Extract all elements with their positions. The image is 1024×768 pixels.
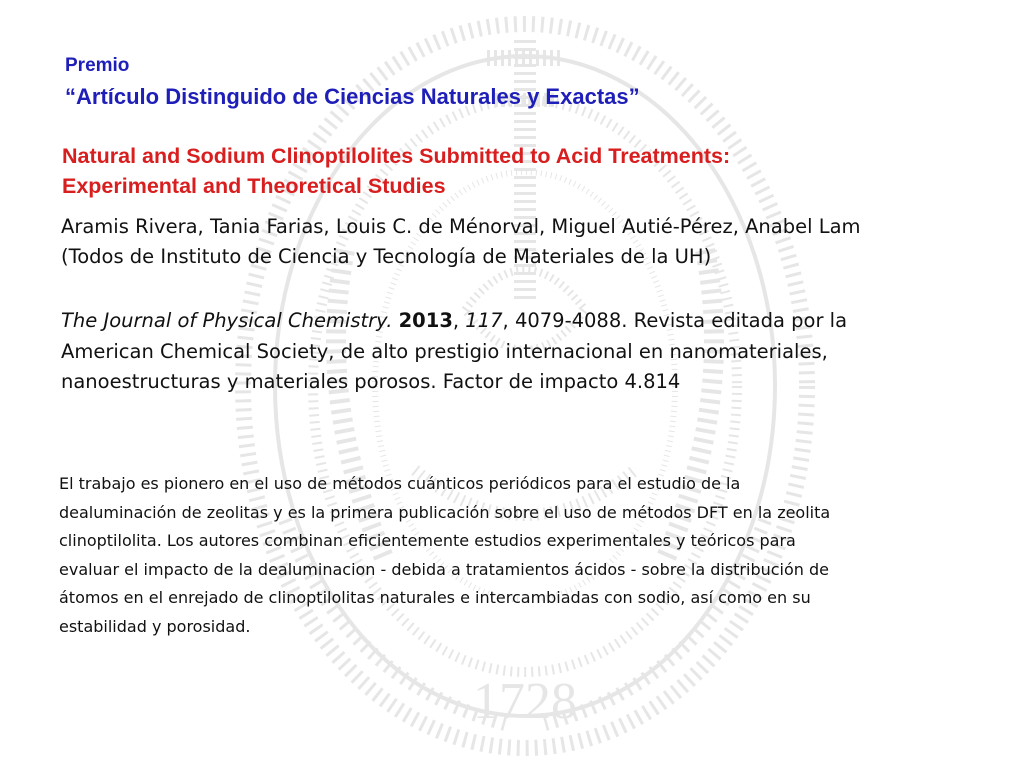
award-title: “Artículo Distinguido de Ciencias Naturales y Exactas” [65,84,640,109]
summary-line: clinoptilolita. Los autores combinan eficientemente estudios experimentales y teóricos para [59,531,796,550]
seal-year: 1728 [473,673,577,730]
summary-paragraph [59,470,830,641]
summary-line: dealuminación de zeolitas y es la primera publicación sobre el uso de métodos DFT en la zeolita [59,502,831,522]
journal-year: 2013 [398,309,453,332]
journal-note-line: nanoestructuras y materiales porosos. Factor de impacto 4.814 [61,370,681,393]
journal-volume: 117 [465,309,503,332]
journal-note: Revista editada por la [633,309,848,332]
summary-line: átomos en el enrejado de clinoptilolitas naturales e intercambiadas con sodio, así como en su [59,588,811,607]
journal-note-line: American Chemical Society, de alto prestigio internacional en nanomateriales, [61,339,828,363]
award-label: Premio [65,55,130,76]
summary-line: estabilidad y porosidad. [59,616,251,636]
paper-title [62,141,730,201]
citation-line: The Journal of Physical Chemistry. 2013, 117, 4079-4088. Revista editada por la [61,309,848,332]
journal-name: The Journal of Physical Chemistry. [61,309,393,332]
paper-title-line: Experimental and Theoretical Studies [62,174,446,198]
summary-line: El trabajo es pionero en el uso de métodos cuánticos periódicos para el estudio de la [59,474,741,493]
author-names: Aramis Rivera, Tania Farias, Louis C. de Ménorval, Miguel Autié-Pérez, Anabel Lam [61,215,861,238]
journal-pages: 4079-4088. [514,309,628,332]
journal-citation [61,306,847,398]
authors-block [61,212,861,272]
paper-title-line: Natural and Sodium Clinoptilolites Submitted to Acid Treatments: [62,144,731,168]
summary-line: evaluar el impacto de la dealuminacion - debida a tratamientos ácidos - sobre la distribución de [59,559,829,579]
author-affiliation: (Todos de Instituto de Ciencia y Tecnología de Materiales de la UH) [61,245,712,268]
